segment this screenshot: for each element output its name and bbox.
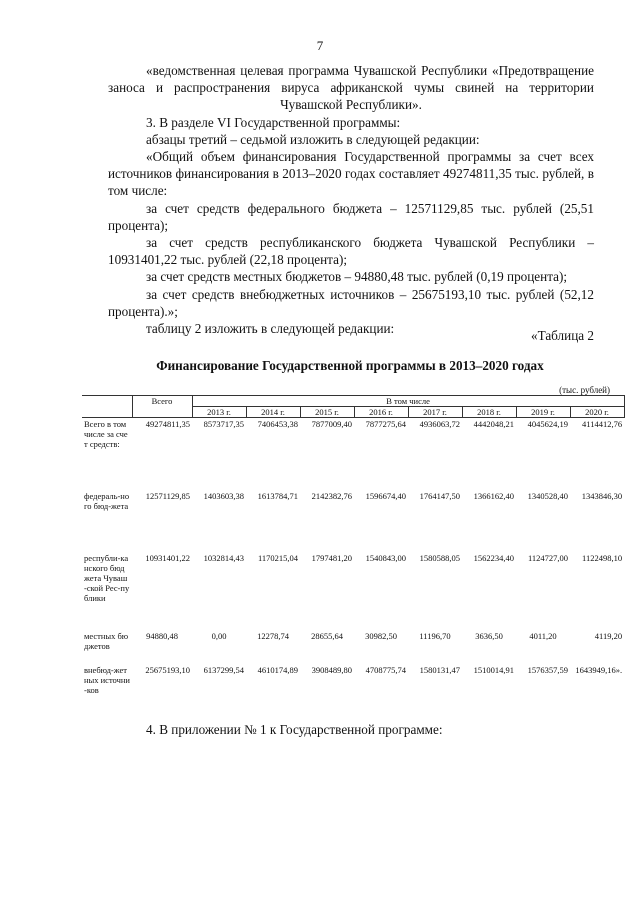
row-total: 25675193,10 <box>145 665 190 675</box>
row-value: 4442048,21 <box>473 419 514 429</box>
paragraph-appendix: 4. В приложении № 1 к Государственной программе: <box>146 722 443 737</box>
row-value: 1562234,40 <box>473 553 514 563</box>
row-value: 3908489,80 <box>311 665 352 675</box>
header-year: 2020 г. <box>570 407 624 418</box>
row-total: 10931401,22 <box>145 553 190 563</box>
header-year: 2013 г. <box>192 407 246 418</box>
row-value: 1580131,47 <box>419 665 460 675</box>
paragraph-federal-budget: за счет средств федерального бюджета – 12571129,85 тыс. рублей (25,51 процента); <box>108 200 594 233</box>
table-row <box>82 630 624 664</box>
row-value: 28655,64 <box>311 631 343 641</box>
row-source: республи-канского бюджета Чуваш-ской Рес-публики <box>84 553 130 603</box>
table-units: (тыс. рублей) <box>559 385 610 395</box>
row-value: 1576357,59 <box>527 665 568 675</box>
header-year: 2018 г. <box>462 407 516 418</box>
paragraph-extrabudget: за счет средств внебюджетных источников – 25675193,10 тыс. рублей (52,12 процента).»; <box>108 286 594 319</box>
row-value: 1643949,16». <box>575 665 623 675</box>
table-row <box>82 552 624 630</box>
header-year: 2015 г. <box>300 407 354 418</box>
header-year: 2017 г. <box>408 407 462 418</box>
header-including: В том числе <box>192 396 624 407</box>
row-value: 1340528,40 <box>527 491 568 501</box>
row-source: федераль-ного бюд-жета <box>84 491 130 511</box>
row-value: 7406453,38 <box>257 419 298 429</box>
header-source <box>82 396 132 418</box>
row-value: 3636,50 <box>475 631 503 641</box>
header-year: 2014 г. <box>246 407 300 418</box>
header-total: Всего <box>132 396 192 418</box>
row-value: 6137299,54 <box>203 665 244 675</box>
paragraph-local-budget: за счет средств местных бюджетов – 94880,48 тыс. рублей (0,19 процента); <box>146 269 568 285</box>
row-total: 49274811,35 <box>145 419 190 429</box>
row-value: 1596674,40 <box>365 491 406 501</box>
financing-table <box>82 395 625 706</box>
paragraph-paragraphs-edit: абзацы третий – седьмой изложить в следующей редакции: <box>146 131 480 147</box>
row-value: 4045624,19 <box>527 419 568 429</box>
page-number: 7 <box>316 38 324 53</box>
row-source: Всего в том числе за счет средств: <box>84 419 128 449</box>
row-value: 1366162,40 <box>473 491 514 501</box>
row-source: внебюд-жетных источни-ков <box>84 665 130 695</box>
row-value: 1764147,50 <box>419 491 460 501</box>
row-value: 2142382,76 <box>311 491 352 501</box>
row-value: 1343846,30 <box>581 491 623 501</box>
row-source: местных бюджетов <box>84 631 129 651</box>
row-value: 8573717,35 <box>203 419 244 429</box>
row-value: 1540843,00 <box>365 553 406 563</box>
row-value: 1613784,71 <box>257 491 298 501</box>
row-value: 1122498,10 <box>582 553 623 563</box>
paragraph-table-edit: таблицу 2 изложить в следующей редакции: <box>146 321 395 337</box>
table-title: Финансирование Государственной программы в 2013–2020 годах <box>156 358 544 373</box>
paragraph-section-vi: 3. В разделе VI Государственной программы: <box>146 114 401 130</box>
row-value: 4708775,74 <box>365 665 406 675</box>
row-value: 1403603,38 <box>203 491 244 501</box>
row-value: 4011,20 <box>529 631 557 641</box>
header-year: 2019 г. <box>516 407 570 418</box>
row-value: 1170215,04 <box>257 553 298 563</box>
row-value: 1032814,43 <box>203 553 244 563</box>
body-text <box>108 62 594 337</box>
row-value: 7877275,64 <box>365 419 406 429</box>
row-value: 4610174,89 <box>257 665 298 675</box>
paragraph-republic-budget: за счет средств республиканского бюджета Чувашской Республики – 10931401,22 тыс. рублей (22,18 процента); <box>108 235 594 268</box>
row-total: 12571129,85 <box>145 491 190 501</box>
row-value: 12278,74 <box>257 631 289 641</box>
table-label: «Таблица 2 <box>531 328 594 343</box>
row-value: 11196,70 <box>419 631 451 641</box>
table-row <box>82 664 624 706</box>
row-value: 1510014,91 <box>473 665 514 675</box>
row-value: 30982,50 <box>365 631 397 641</box>
paragraph-program-title: «ведомственная целевая программа Чувашской Республики «Предотвращение заноса и распространения вируса африканской чумы свиней на территории Чувашской Республики». <box>108 63 594 113</box>
row-value: 0,00 <box>211 631 227 641</box>
row-value: 1797481,20 <box>311 553 352 563</box>
header-year: 2016 г. <box>354 407 408 418</box>
row-value: 1124727,00 <box>527 553 568 563</box>
row-total: 94880,48 <box>146 631 178 641</box>
paragraph-total-financing: «Общий объем финансирования Государственной программы за счет всех источников финансирования в 2013–2020 годах составляет 49274811,35 тыс. рублей, в том числе: <box>108 149 594 199</box>
row-value: 4114412,76 <box>582 419 623 429</box>
row-value: 7877009,40 <box>311 419 352 429</box>
table-row <box>82 490 624 552</box>
row-value: 4936063,72 <box>419 419 460 429</box>
row-value: 4119,20 <box>594 631 623 641</box>
table-row <box>82 418 624 491</box>
row-value: 1580588,05 <box>419 553 460 563</box>
